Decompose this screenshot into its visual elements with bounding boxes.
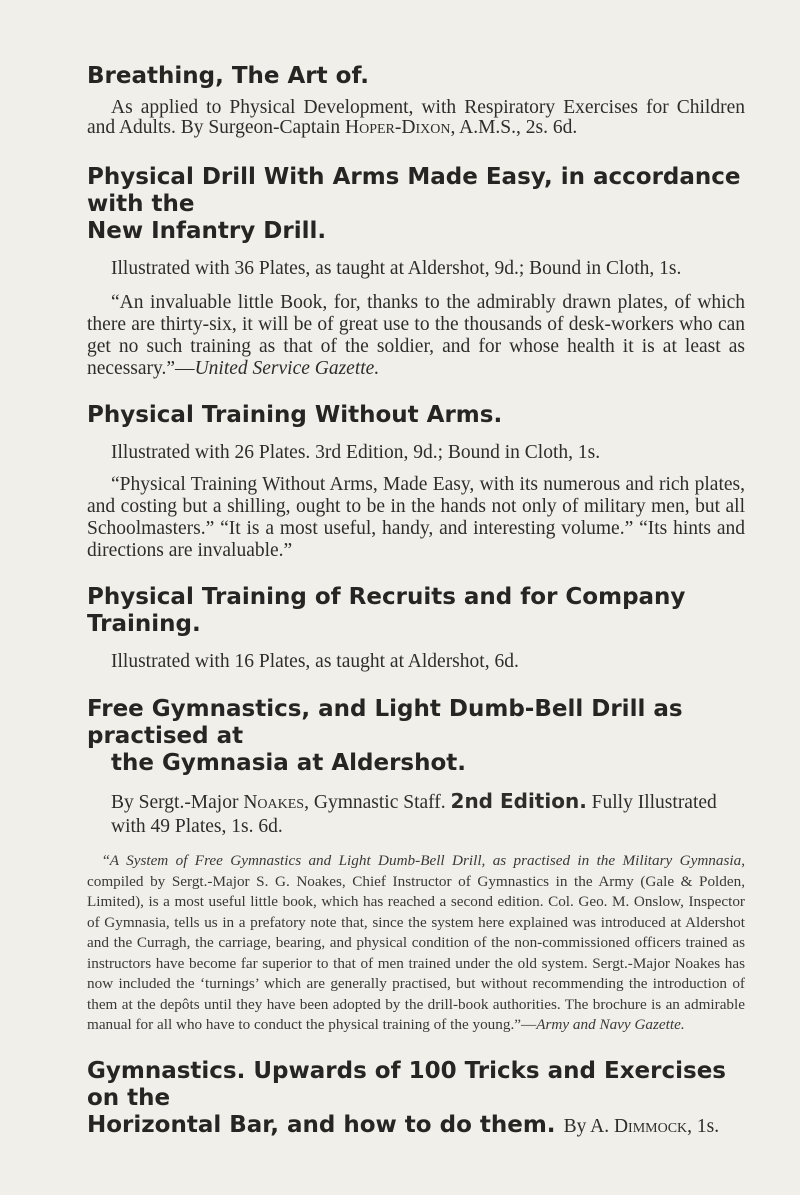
entry-description: Illustrated with 16 Plates, as taught at Aldershot, 6d. <box>111 651 519 672</box>
author-name: Noakes <box>243 792 305 813</box>
review-source: Army and Navy Gazette. <box>536 1016 685 1033</box>
entry-gymnastics-horizontal-bar <box>87 1058 745 1139</box>
review-quote: “Physical Training Without Arms, Made Easy, with its numerous and rich plates, and costing but a shilling, ought to be in the hands not only of military men, but all Schoolmasters.” “It is a most useful, handy, and interesting volume.” “Its hints and directions are invaluable.” <box>87 474 745 561</box>
entry-title: Gymnastics. Upwards of 100 Tricks and Exercises on the Horizontal Bar, and how to do them. By A. Dimmock, 1s. <box>87 1057 726 1138</box>
entry-description: As applied to Physical Development, with Respiratory Exercises for Children and Adults. By Surgeon-Captain Hoper-Dixon, A.M.S., 2s. 6d. <box>87 97 745 138</box>
entry-description: By A. Dimmock, 1s. <box>563 1115 720 1137</box>
entry-description: Illustrated with 26 Plates. 3rd Edition, 9d.; Bound in Cloth, 1s. <box>111 442 601 463</box>
entry-breathing <box>87 63 745 138</box>
entry-physical-training-of-recruits <box>87 584 745 672</box>
entry-title: Free Gymnastics, and Light Dumb-Bell Drill as practised at the Gymnasia at Aldershot. <box>87 696 683 776</box>
entry-title: Physical Training of Recruits and for Company Training. <box>87 584 686 637</box>
author-name: Hoper-Dixon <box>345 117 451 138</box>
entry-free-gymnastics <box>87 696 745 1036</box>
review-source: United Service Gazette. <box>194 358 380 379</box>
entry-physical-drill-with-arms <box>87 164 745 380</box>
edition-label: 2nd Edition. <box>450 789 587 813</box>
entry-title: Physical Drill With Arms Made Easy, in accordance with the New Infantry Drill. <box>87 164 741 244</box>
entry-description: By Sergt.-Major Noakes, Gymnastic Staff. 2nd Edition. Fully Illustrated with 49 Plates, 1s. 6d. <box>111 789 717 837</box>
review-quote: “A System of Free Gymnastics and Light Dumb-Bell Drill, as practised in the Military Gymnasia, compiled by Sergt.-Major S. G. Noakes, Chief Instructor of Gymnastics in the Army (Gale & Polden, Limited), is a most useful little book, which has reached a second edition. Col. Geo. M. Onslow, Inspector of Gymnasia, tells us in a prefatory note that, since the system here explained was introduced at Aldershot and the Curragh, the carriage, bearing, and physical condition of the non-commissioned officers trained as instructors have become far superior to that of men trained under the old system. Sergt.-Major Noakes has now included the ‘turnings’ which are generally practised, but without recommending the introduction of them at the depôts until they have been adopted by the drill-book authorities. The brochure is an admirable manual for all who have to conduct the physical training of the young.”—Army and Navy Gazette. <box>87 852 745 1033</box>
review-quote: “An invaluable little Book, for, thanks to the admirably drawn plates, of which there are thirty-six, it will be of great use to the thousands of desk-workers who can get no such training as that of the soldier, and for whose health it is at least as necessary.”—United Service Gazette. <box>87 292 745 379</box>
entry-title: Breathing, The Art of. <box>87 63 369 89</box>
entry-physical-training-without-arms <box>87 402 745 562</box>
author-name: Dimmock <box>613 1115 688 1137</box>
entry-title: Physical Training Without Arms. <box>87 402 503 428</box>
quoted-title: A System of Free Gymnastics and Light Dumb-Bell Drill, as practised in the Military Gymnasia <box>109 852 742 869</box>
entry-description: Illustrated with 36 Plates, as taught at Aldershot, 9d.; Bound in Cloth, 1s. <box>111 258 682 279</box>
